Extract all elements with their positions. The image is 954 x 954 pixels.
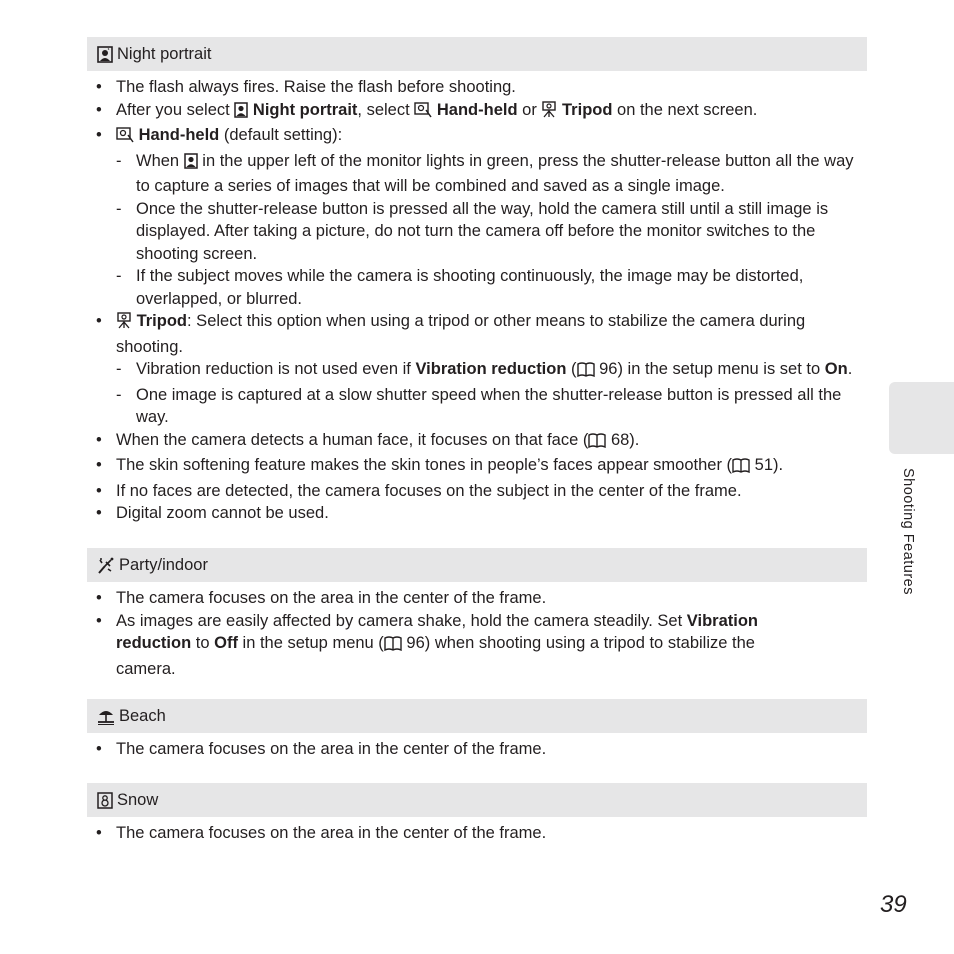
list-item: • The skin softening feature makes the skin tones in people’s faces appear smoother ( 51). xyxy=(96,454,866,480)
tripod-icon xyxy=(541,101,557,125)
hand-held-icon xyxy=(116,127,134,150)
page-number: 39 xyxy=(880,891,907,918)
book-reference-icon xyxy=(732,457,750,480)
tripod-icon xyxy=(116,312,132,336)
list-item: • The camera focuses on the area in the center of the frame. xyxy=(96,589,547,607)
list-item: • Tripod: Select this option when using a tripod or other means to stabilize the camera during shooting. xyxy=(96,312,806,356)
section-title: Beach xyxy=(119,706,166,725)
sub-item: - Once the shutter-release button is pressed all the way, hold the camera still until a still image is displayed. After taking a picture, do not turn the camera off before the monitor switches to the shooting screen. xyxy=(116,199,829,263)
party-indoor-icon xyxy=(97,557,115,574)
section-header-snow xyxy=(87,783,867,817)
list-item: • As images are easily affected by camera shake, hold the camera steadily. Set Vibration reduction to Off in the setup menu ( 96) when shooting using a tripod to stabilize the camera. xyxy=(96,611,758,678)
book-reference-icon xyxy=(384,635,402,658)
section-header-party-indoor xyxy=(87,548,867,582)
list-item: • Hand-held (default setting): xyxy=(96,124,866,150)
chapter-tab xyxy=(889,382,954,454)
list-item: • The camera focuses on the area in the center of the frame. xyxy=(96,740,547,758)
section-title: Party/indoor xyxy=(119,555,208,574)
section-header-beach xyxy=(87,699,867,733)
sub-item: - If the subject moves while the camera is shooting continuously, the image may be distorted, overlapped, or blurred. xyxy=(116,267,804,308)
chapter-label: Shooting Features xyxy=(900,468,916,595)
list-item: • If no faces are detected, the camera focuses on the subject in the center of the frame. xyxy=(96,481,742,500)
list-item: • When the camera detects a human face, it focuses on that face ( 68). xyxy=(96,429,866,455)
book-reference-icon xyxy=(588,432,606,455)
list-item: • Digital zoom cannot be used. xyxy=(96,504,329,522)
beach-body xyxy=(96,738,866,761)
list-item: • The flash always fires. Raise the flash before shooting. xyxy=(96,78,516,96)
list-item: • After you select Night portrait, select Hand-held or Tripod on the next screen. xyxy=(96,99,866,125)
night-portrait-icon xyxy=(184,153,198,176)
snow-icon xyxy=(97,792,113,809)
book-reference-icon xyxy=(577,361,595,384)
sub-item: - Vibration reduction is not used even if Vibration reduction ( 96) in the setup menu is set to On. xyxy=(96,358,866,384)
night-portrait-icon xyxy=(97,46,113,63)
section-title: Snow xyxy=(117,790,159,809)
section-title: Night portrait xyxy=(117,44,212,63)
night-portrait-body xyxy=(96,76,866,525)
beach-icon xyxy=(97,708,115,725)
sub-item: - One image is captured at a slow shutter speed when the shutter-release button is pressed all the way. xyxy=(116,385,842,426)
list-item: • The camera focuses on the area in the center of the frame. xyxy=(96,824,547,842)
hand-held-icon xyxy=(414,102,432,125)
night-portrait-icon xyxy=(234,102,248,125)
sub-item: - When in the upper left of the monitor lights in green, press the shutter-release button all the way to capture a series of images that will be combined and saved as a single image. xyxy=(116,151,854,195)
section-header-night-portrait xyxy=(87,37,867,71)
party-indoor-body xyxy=(96,587,866,680)
snow-body xyxy=(96,822,866,845)
